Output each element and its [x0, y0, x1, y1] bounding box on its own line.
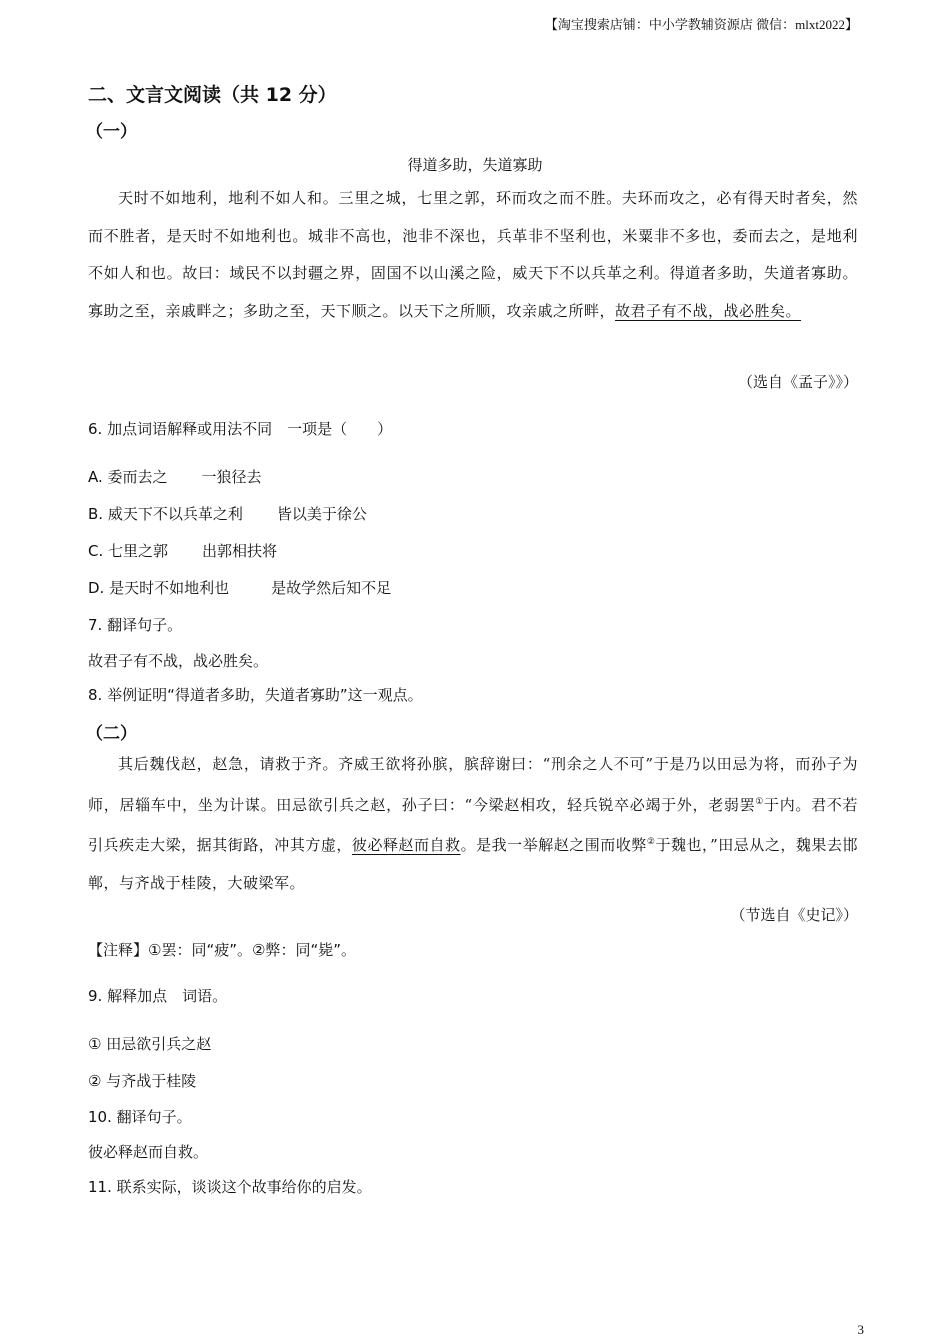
- q9-stem: 9. 解释加点 词语。: [88, 987, 228, 1005]
- q6-option-d-left: D. 是天时不如地利也: [88, 579, 230, 597]
- passage2-underlined: 彼必释赵而自救: [351, 836, 461, 854]
- passage1-text: [88, 180, 858, 330]
- passage1-body: 天时不如地利，地利不如人和。三里之城，七里之郭，环而攻之而不胜。夫环而攻之，必有得天时者矣，然而不胜者，是天时不如地利也。城非不高也，池非不深也，兵革非不坚利也，米粟非不多也，委而去之，是地利不如人和也。故曰：域民不以封疆之界，固国不以山溪之险，威天下不以兵革之利。得道者多助，失道者寡助。寡助之至，亲戚畔之；多助之至，天下顺之。以天下之所顺，攻亲戚之所畔，: [88, 189, 858, 320]
- passage2-source: （节选自《史记》）: [730, 906, 858, 924]
- page-number: 3: [857, 1322, 864, 1337]
- q8-stem: 8. 举例证明“得道者多助，失道者寡助”这一观点。: [88, 686, 423, 704]
- header-note: 【淘宝搜索店铺：中小学教辅资源店 微信：mlxt2022】: [544, 17, 858, 32]
- q10-stem: 10. 翻译句子。: [88, 1108, 192, 1126]
- passage2-body-d: 于魏也，”田忌从之，魏果去邯郸，与齐战于桂陵，大破梁军。: [88, 836, 858, 892]
- q6-option-d-right: 是故学然后知不足: [271, 579, 392, 597]
- q6-option-b-right: 皆以美于徐公: [276, 505, 367, 523]
- q6-option-c-left: C. 七里之郭: [88, 542, 169, 560]
- q6-option-c: [88, 540, 277, 561]
- part2-label: （二）: [86, 724, 137, 744]
- passage1-source: （选自《孟子》》）: [737, 373, 858, 391]
- passage2-body-b: 于内。君不若引兵疾走大梁，据其街路，冲其方虚，: [88, 795, 858, 854]
- passage1-title: 得道多助，失道寡助: [407, 156, 543, 174]
- q6-option-d: [88, 577, 391, 598]
- q6-stem: 6. 加点词语解释或用法不同 一项是（ ）: [88, 420, 393, 438]
- passage2-body-a: 其后魏伐赵，赵急，请救于齐。齐威王欲将孙膑，膑辞谢曰：“刑余之人不可”于是乃以田忌为将，而孙子为师，居辎车中，坐为计谋。田忌欲引兵之赵，孙子曰：“今梁赵相攻，轻兵锐卒必竭于外，老弱罢: [88, 755, 858, 814]
- q6-option-a: [88, 466, 262, 487]
- q6-option-b-left: B. 威天下不以兵革之利: [88, 505, 243, 523]
- section-title: 二、文言文阅读（共 12 分）: [88, 84, 337, 106]
- q7-sentence: 故君子有不战，战必胜矣。: [88, 652, 269, 670]
- q6-option-c-right: 出郭相扶将: [202, 542, 278, 560]
- q9-item-1: ① 田忌欲引兵之赵: [88, 1035, 212, 1053]
- q9-item-2: ② 与齐战于桂陵: [88, 1072, 197, 1090]
- passage2-body-c: 。是我一举解赵之围而收弊: [460, 836, 647, 854]
- q11-stem: 11. 联系实际，谈谈这个故事给你的启发。: [88, 1178, 372, 1196]
- q7-stem: 7. 翻译句子。: [88, 616, 183, 634]
- q10-sentence: 彼必释赵而自救。: [88, 1143, 209, 1161]
- passage1-underlined: 故君子有不战，战必胜矣。: [615, 301, 802, 320]
- passage2-text: [88, 746, 858, 902]
- footnote-mark-1: ①: [755, 796, 765, 807]
- q6-option-a-left: A. 委而去之: [88, 468, 168, 486]
- q6-option-b: [88, 503, 367, 524]
- part1-label: （一）: [86, 122, 137, 142]
- footnote-mark-2: ②: [646, 837, 656, 847]
- q6-option-a-right: 一狼径去: [201, 468, 262, 486]
- annotation-note: 【注释】①罢：同“疲”。②弊：同“毙”。: [88, 941, 356, 959]
